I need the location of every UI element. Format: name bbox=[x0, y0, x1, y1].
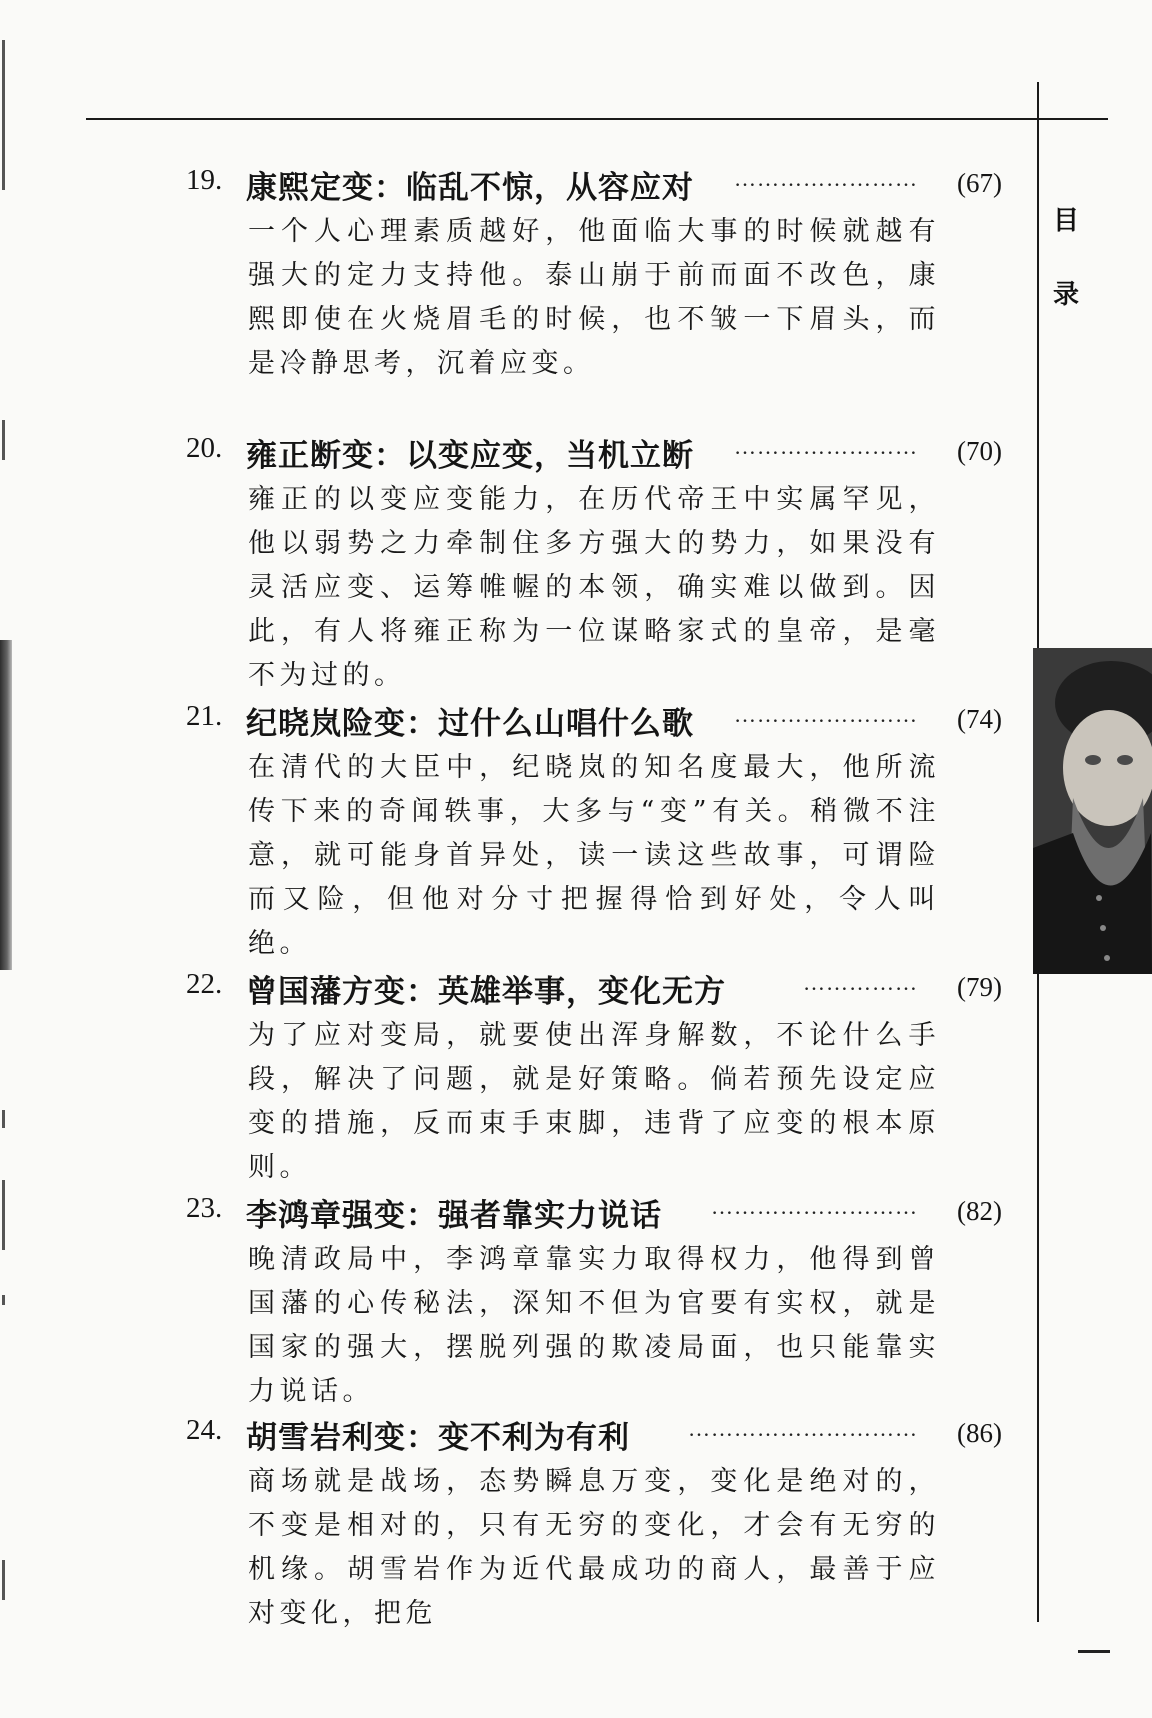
entry-number: 21. bbox=[186, 700, 223, 732]
entry-number: 20. bbox=[186, 432, 223, 464]
toc-entry-heading bbox=[186, 694, 1002, 746]
entry-page-number: (70) bbox=[957, 436, 1002, 466]
toc-entry-24 bbox=[186, 1408, 1002, 1636]
entry-title: 纪晓岚险变：过什么山唱什么歌 bbox=[246, 706, 694, 742]
entry-title: 李鸿章强变：强者靠实力说话 bbox=[246, 1198, 662, 1234]
entry-number: 19. bbox=[186, 164, 223, 196]
portrait-photo bbox=[1033, 648, 1152, 974]
side-label-mu: 目 bbox=[1052, 206, 1079, 236]
toc-entry-21 bbox=[186, 694, 1002, 966]
leader-dots: …………………… bbox=[734, 166, 918, 191]
toc-entry-heading bbox=[186, 1186, 1002, 1238]
entry-page-number: (82) bbox=[957, 1196, 1002, 1226]
entry-page-number: (74) bbox=[957, 704, 1002, 734]
toc-entry-20 bbox=[186, 426, 1002, 698]
leader-dots: …………………… bbox=[734, 434, 918, 459]
entry-page-number: (79) bbox=[957, 972, 1002, 1002]
toc-entry-heading bbox=[186, 1408, 1002, 1460]
leader-dots: ………………………… bbox=[688, 1416, 918, 1441]
page-footer-dash bbox=[1078, 1650, 1110, 1653]
entry-title: 曾国藩方变：英雄举事，变化无方 bbox=[246, 974, 726, 1010]
entry-description: 在清代的大臣中，纪晓岚的知名度最大，他所流传下来的奇闻轶事，大多与“变”有关。稍微不注意，就可能身首异处，读一读这些故事，可谓险而又险，但他对分寸把握得恰到好处，令人叫绝。 bbox=[248, 752, 940, 959]
entry-description: 为了应对变局，就要使出浑身解数，不论什么手段，解决了问题，就是好策略。倘若预先设定应变的措施，反而束手束脚，违背了应变的根本原则。 bbox=[248, 1020, 940, 1183]
entry-number: 24. bbox=[186, 1414, 223, 1446]
leader-dots: …………… bbox=[803, 970, 918, 995]
side-label-lu: 录 bbox=[1052, 280, 1079, 310]
toc-entry-heading bbox=[186, 962, 1002, 1014]
toc-entry-heading bbox=[186, 426, 1002, 478]
entry-description: 商场就是战场，态势瞬息万变，变化是绝对的，不变是相对的，只有无穷的变化，才会有无穷的机缘。胡雪岩作为近代最成功的商人，最善于应对变化，把危 bbox=[248, 1466, 940, 1629]
entry-title: 胡雪岩利变：变不利为有利 bbox=[246, 1420, 630, 1456]
leader-dots: …………………… bbox=[734, 702, 918, 727]
entry-description: 一个人心理素质越好，他面临大事的时候就越有强大的定力支持他。泰山崩于前而面不改色，康熙即使在火烧眉毛的时候，也不皱一下眉头，而是冷静思考，沉着应变。 bbox=[248, 216, 940, 379]
header-rule bbox=[86, 118, 1108, 120]
entry-title: 康熙定变：临乱不惊，从容应对 bbox=[246, 170, 694, 206]
toc-entry-22 bbox=[186, 962, 1002, 1190]
entry-description: 晚清政局中，李鸿章靠实力取得权力，他得到曾国藩的心传秘法，深知不但为官要有实权，就是国家的强大，摆脱列强的欺凌局面，也只能靠实力说话。 bbox=[248, 1244, 940, 1407]
entry-title: 雍正断变：以变应变，当机立断 bbox=[246, 438, 694, 474]
entry-description: 雍正的以变应变能力，在历代帝王中实属罕见，他以弱势之力牵制住多方强大的势力，如果没有灵活应变、运筹帷幄的本领，确实难以做到。因此，有人将雍正称为一位谋略家式的皇帝，是毫不为过的。 bbox=[248, 484, 940, 691]
leader-dots: ……………………… bbox=[711, 1194, 918, 1219]
toc-entry-heading bbox=[186, 158, 1002, 210]
toc-entry-23 bbox=[186, 1186, 1002, 1414]
entry-page-number: (67) bbox=[957, 168, 1002, 198]
entry-number: 23. bbox=[186, 1192, 223, 1224]
entry-page-number: (86) bbox=[957, 1418, 1002, 1448]
toc-entry-19 bbox=[186, 158, 1002, 386]
entry-number: 22. bbox=[186, 968, 223, 1000]
adjacent-page-photo-edge bbox=[0, 640, 12, 970]
